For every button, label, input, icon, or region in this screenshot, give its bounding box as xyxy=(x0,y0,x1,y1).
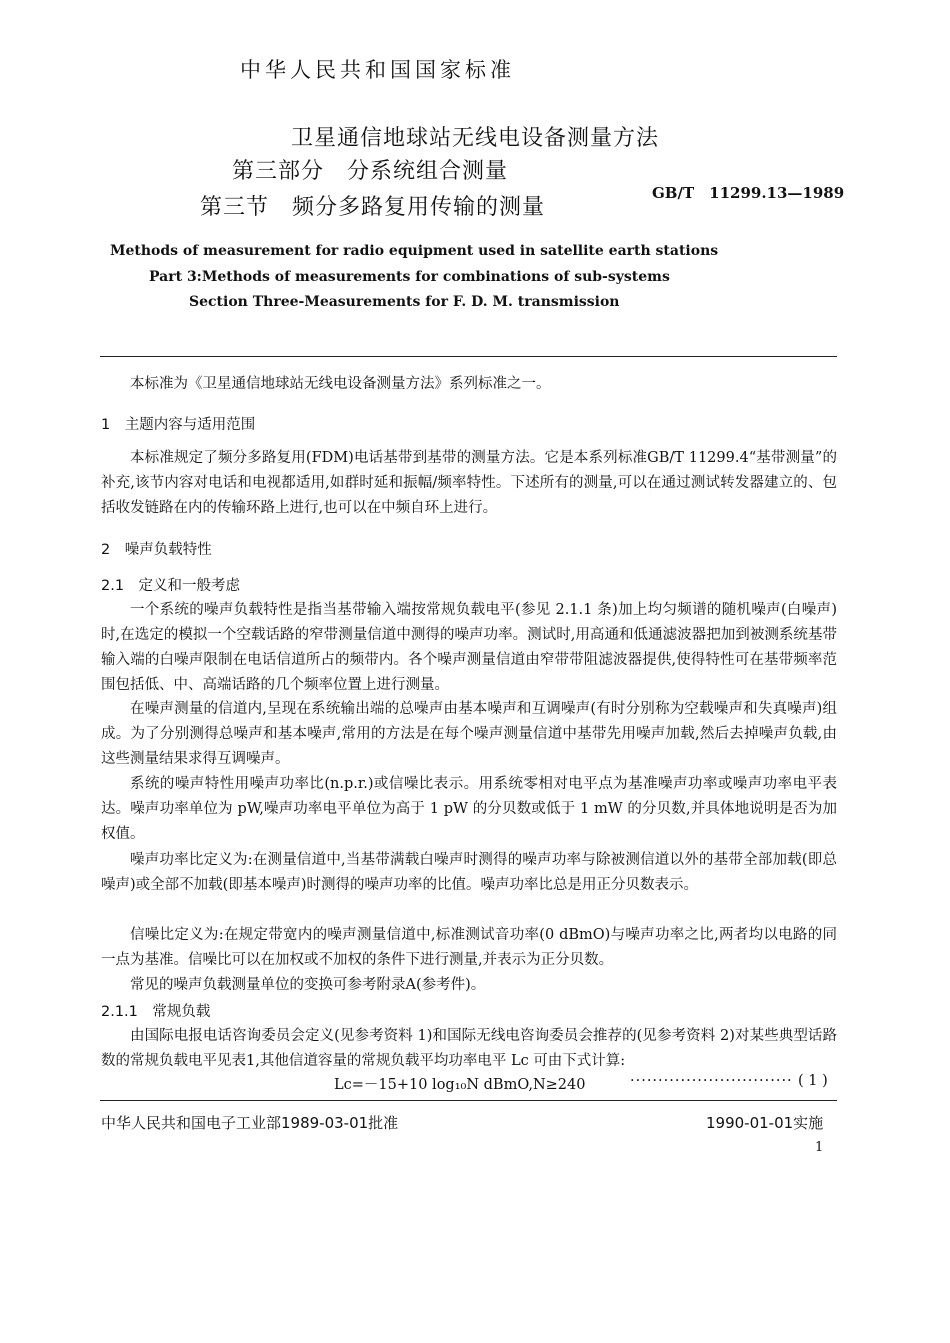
title-line-3: 第三节 频分多路复用传输的测量 xyxy=(200,195,546,220)
intro-paragraph: 本标准为《卫星通信地球站无线电设备测量方法》系列标准之一。 xyxy=(130,376,551,392)
section-2-1-paragraph-6: 常见的噪声负载测量单位的变换可参考附录A(参考件)。 xyxy=(130,977,486,993)
section-1-paragraph: 本标准规定了频分多路复用(FDM)电话基带到基带的测量方法。它是本系列标准GB/T 11299.4“基带测量”的补充,该节内容对电话和电视都适用,如群时延和振幅/频率特性。下述所有的测量,可以在通过测试转发器建立的、包括收发链路在内的传输环路上进行,也可以在中频自环上进行。 xyxy=(101,450,837,516)
issuer-line: 中华人民共和国国家标准 xyxy=(240,58,515,82)
section-2-1-1-heading: 2.1.1 常规负载 xyxy=(101,1004,211,1020)
english-title-line-3: Section Three-Measurements for F. D. M. transmission xyxy=(189,294,620,310)
formula-number: ( 1 ) xyxy=(798,1073,828,1089)
section-2-1-paragraph-4: 噪声功率比定义为:在测量信道中,当基带满载白噪声时测得的噪声功率与除被测信道以外的基带全部加载(即总噪声)或全部不加载(即基本噪声)时测得的噪声功率的比值。噪声功率比总是用正分贝数表示。 xyxy=(101,852,837,893)
page-number: 1 xyxy=(815,1140,824,1155)
title-line-2: 第三部分 分系统组合测量 xyxy=(232,159,509,184)
footer-rule xyxy=(100,1100,837,1101)
formula-1: Lc=－15+10 log₁₀N dBmO,N≥240 xyxy=(334,1077,586,1093)
approval-line: 中华人民共和国电子工业部1989-03-01批准 xyxy=(101,1114,399,1132)
title-line-1: 卫星通信地球站无线电设备测量方法 xyxy=(290,126,659,151)
implementation-date: 1990-01-01实施 xyxy=(706,1114,824,1132)
section-1-heading: 1 主题内容与适用范围 xyxy=(101,417,256,433)
english-title-line-2: Part 3:Methods of measurements for combinations of sub-systems xyxy=(149,269,670,285)
section-2-1-paragraph-5: 信噪比定义为:在规定带宽内的噪声测量信道中,标准测试音功率(0 dBmO)与噪声功率之比,两者均以电路的同一点为基准。信噪比可以在加权或不加权的条件下进行测量,并表示为正分贝数。 xyxy=(101,927,837,968)
standard-code: GB/T 11299.13—1989 xyxy=(652,184,845,202)
section-2-heading: 2 噪声负载特性 xyxy=(101,542,212,558)
header-rule xyxy=(100,356,837,357)
section-2-1-heading: 2.1 定义和一般考虑 xyxy=(101,578,241,594)
english-title-line-1: Methods of measurement for radio equipment used in satellite earth stations xyxy=(110,243,719,259)
section-2-1-paragraph-1: 一个系统的噪声负载特性是指当基带输入端按常规负载电平(参见 2.1.1 条)加上均匀频谱的随机噪声(白噪声)时,在选定的模拟一个空载话路的窄带测量信道中测得的噪声功率。测试时,用高通和低通滤波器把加到被测系统基带输入端的白噪声限制在电话信道所占的频带内。各个噪声测量信道由窄带带阻滤波器提供,使得特性可在基带频率范围包括低、中、高端话路的几个频率位置上进行测量。 xyxy=(101,602,837,693)
section-2-1-1-paragraph: 由国际电报电话咨询委员会定义(见参考资料 1)和国际无线电咨询委员会推荐的(见参考资料 2)对某些典型话路数的常规负载电平见表1,其他信道容量的常规负载平均功率电平 Lc 可由下式计算: xyxy=(101,1028,837,1069)
section-2-1-paragraph-2: 在噪声测量的信道内,呈现在系统输出端的总噪声由基本噪声和互调噪声(有时分别称为空载噪声和失真噪声)组成。为了分别测得总噪声和基本噪声,常用的方法是在每个噪声测量信道中基带先用噪声加载,然后去掉噪声负载,由这些测量结果求得互调噪声。 xyxy=(101,701,837,767)
section-2-1-paragraph-3: 系统的噪声特性用噪声功率比(n.p.r.)或信噪比表示。用系统零相对电平点为基准噪声功率或噪声功率电平表达。噪声功率单位为 pW,噪声功率电平单位为高于 1 pW 的分贝数或低于 1 mW 的分贝数,并具体地说明是否为加权值。 xyxy=(101,776,837,842)
formula-leader-dots: ····························· xyxy=(630,1073,793,1089)
